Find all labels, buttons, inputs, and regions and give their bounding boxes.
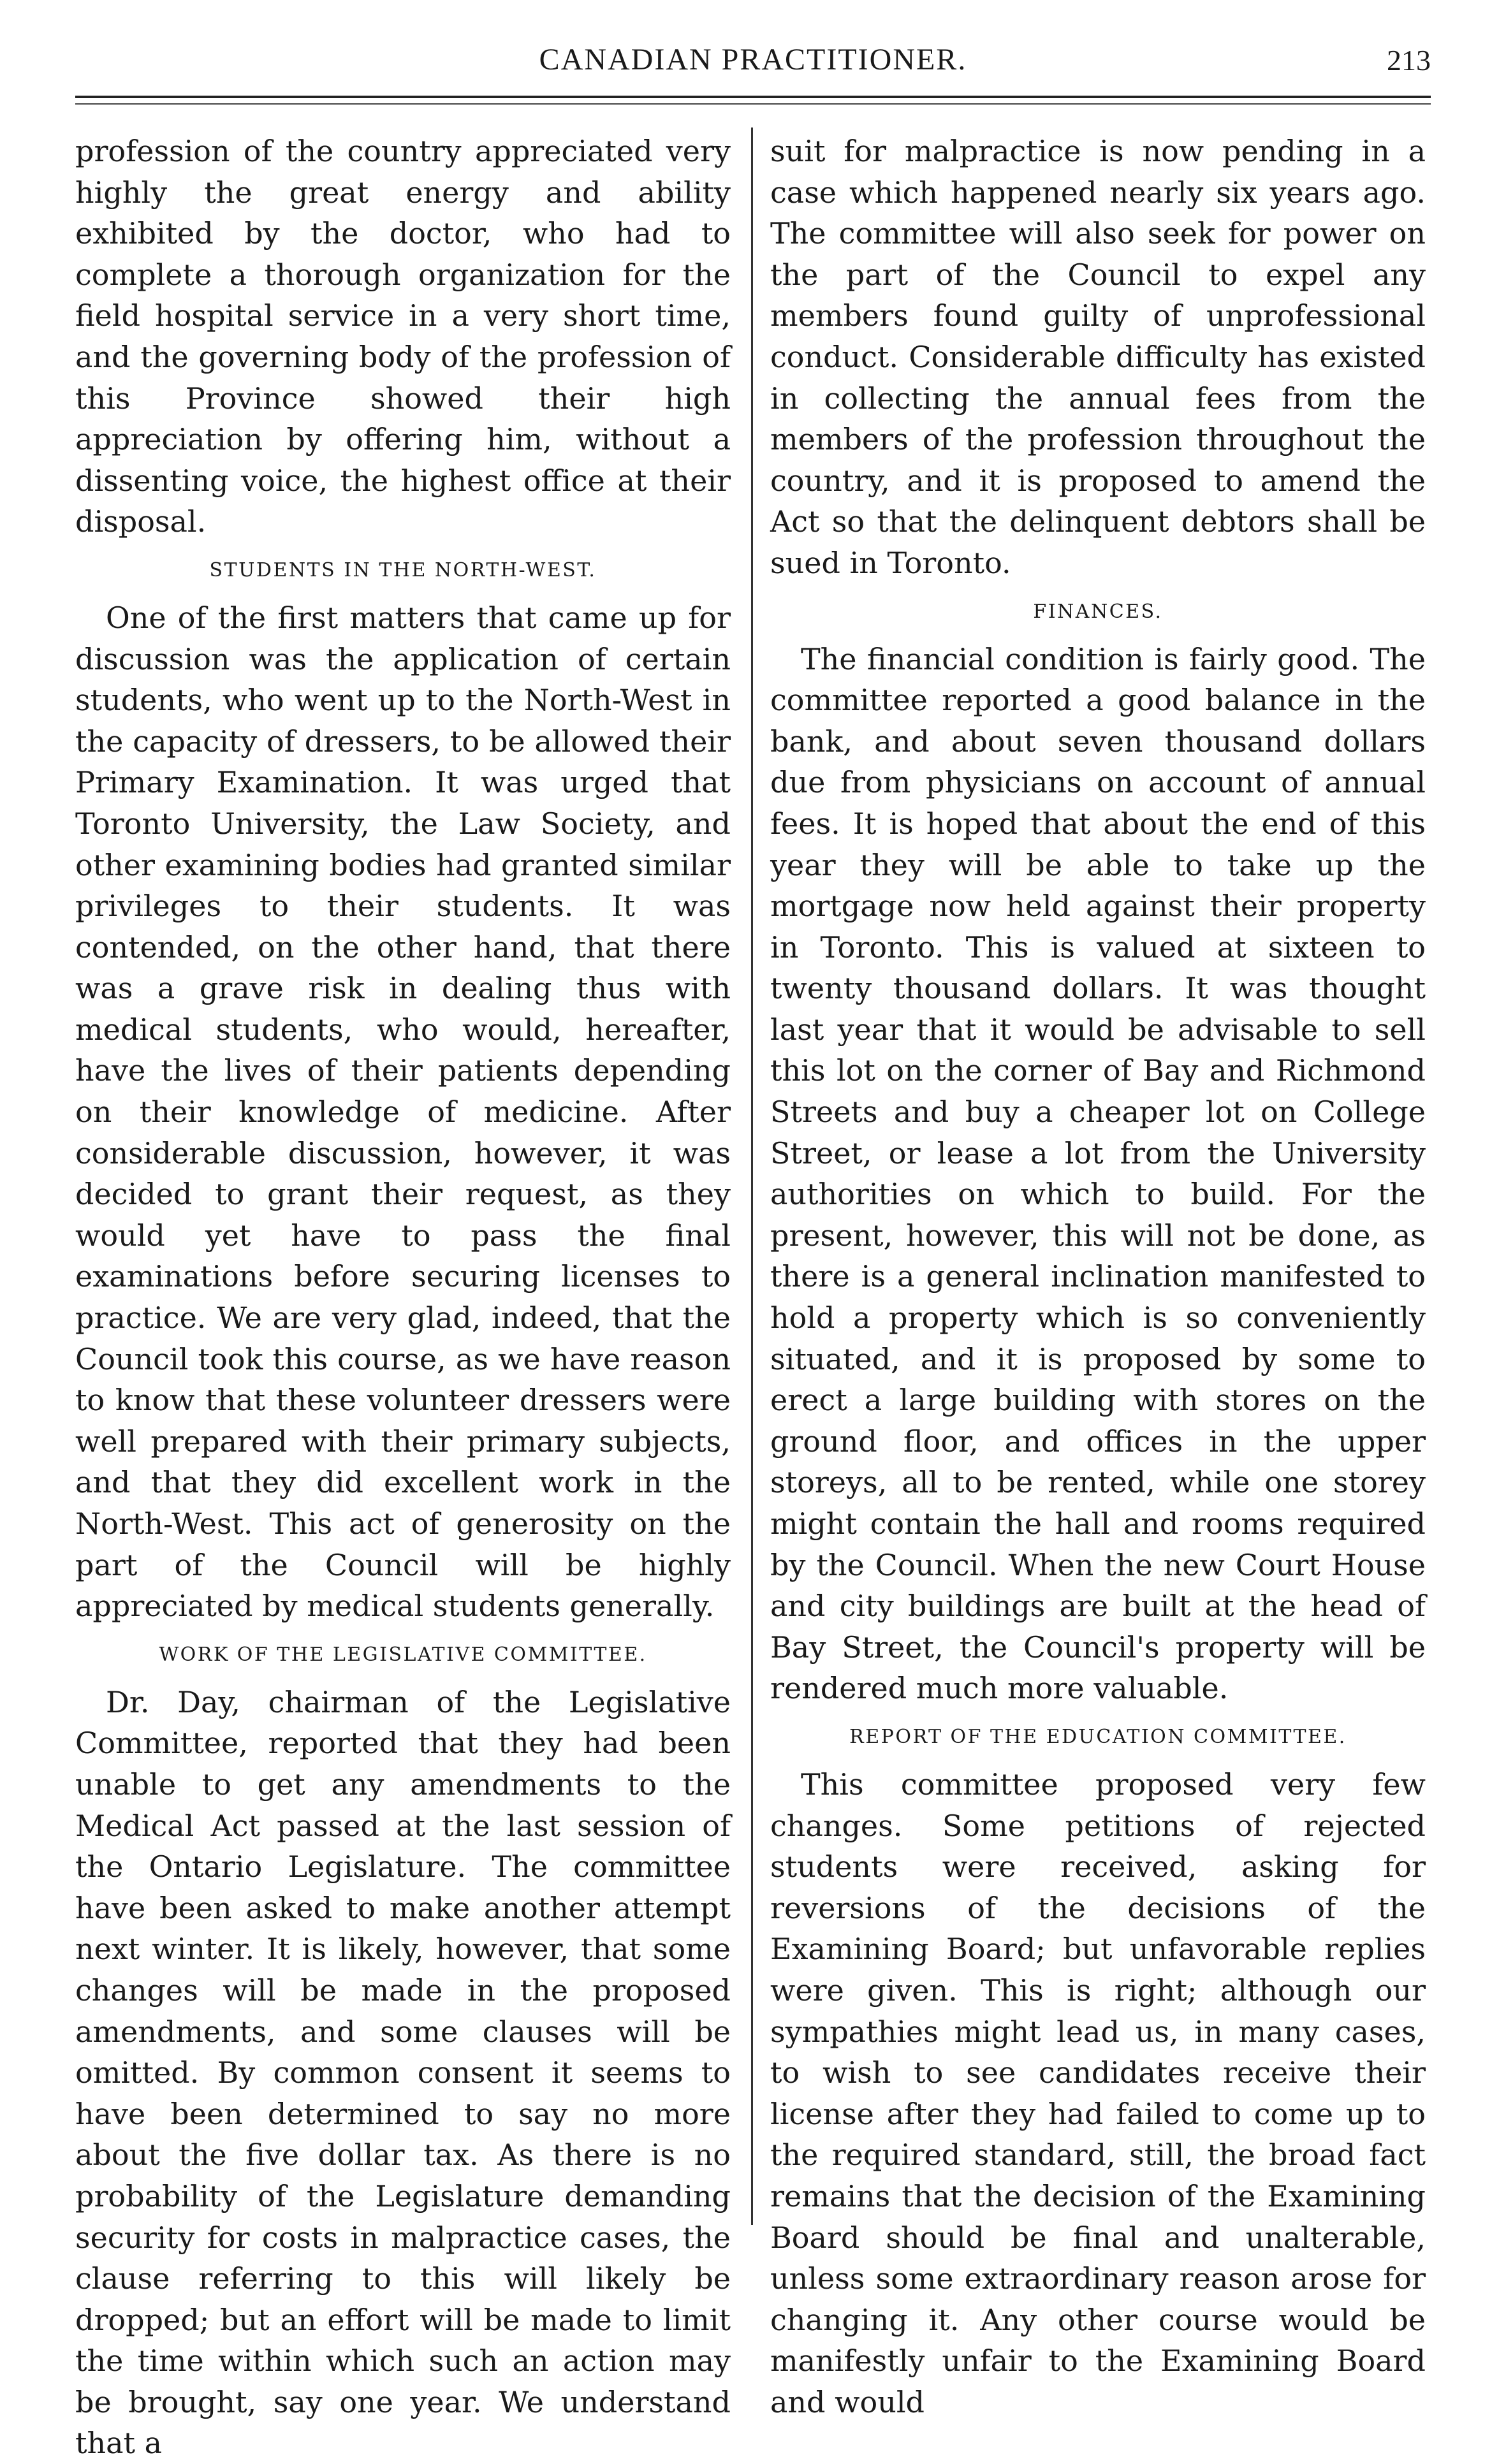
section-heading-students: STUDENTS IN THE NORTH-WEST. [209,558,597,581]
column-divider [751,128,753,2225]
journal-title: CANADIAN PRACTITIONER. [539,43,967,77]
right-column [770,131,1426,2419]
section-heading-finances: FINANCES. [1033,600,1163,623]
section-heading-legislative: WORK OF THE LEGISLATIVE COMMITTEE. [159,1643,647,1666]
right-paragraph-1: suit for malpractice is now pending in a case which happened nearly six years ago. The committee will also seek for power on the part of the Council to expel any members found guilty of unprofessional conduct. Considerable difficulty has existed in collecting the annual fees from the members of the profession throughout the country, and it is proposed to amend the Act so that the delinquent debtors shall be sued in Toronto. [770,134,1426,580]
left-paragraph-1: profession of the country appreciated very highly the great energy and ability exhibited by the doctor, who had to complete a thorough organization for the field hospital service in a very short time, and the governing body of the profession of this Province showed their high appreciation by offering him, without a dissenting voice, the highest office at their disposal. [75,134,731,539]
section-heading-education: REPORT OF THE EDUCATION COMMITTEE. [849,1725,1347,1748]
page-number: 213 [1387,44,1431,77]
left-paragraph-3: Dr. Day, chairman of the Legislative Committee, reported that they had been unable to get any amendments to the Medical Act passed at the last session of the Ontario Legislature. The committee have been asked to make another attempt next winter. It is likely, however, that some changes will be made in the proposed amendments, and some clauses will be omitted. By common consent it seems to have been determined to say no more about the five dollar tax. As there is no probability of the Legislature demanding security for costs in malpractice cases, the clause referring to this will likely be dropped; but an effort will be made to limit the time within which such an action may be brought, say one year. We understand that a [75,1684,731,2461]
left-column [75,131,731,2461]
header-rule [75,96,1431,98]
left-paragraph-2: One of the first matters that came up for discussion was the application of certain students, who went up to the North-West in the capacity of dressers, to be allowed their Primary Examination. It was urged that Toronto University, the Law Society, and other examining bodies had granted similar privileges to their students. It was contended, on the other hand, that there was a grave risk in dealing thus with medical students, who would, hereafter, have the lives of their patients depending on their knowledge of medicine. After considerable discussion, however, it was decided to grant their request, as they would yet have to pass the final examinations before securing licenses to practice. We are very glad, indeed, that the Council took this course, as we have reason to know that these volunteer dressers were well prepared with their primary subjects, and that they did excellent work in the North-West. This act of generosity on the part of the Council will be highly appreciated by medical students generally. [75,600,731,1624]
right-paragraph-3: This committee proposed very few changes. Some petitions of rejected students were received, asking for reversions of the decisions of the Examining Board; but unfavorable replies were given. This is right; although our sympathies might lead us, in many cases, to wish to see candidates receive their license after they had failed to come up to the required standard, still, the broad fact remains that the decision of the Examining Board should be final and unalterable, unless some extraordinary reason arose for changing it. Any other course would be manifestly unfair to the Examining Board and would [770,1767,1426,2419]
right-paragraph-2: The financial condition is fairly good. The committee reported a good balance in the bank, and about seven thousand dollars due from physicians on account of annual fees. It is hoped that about the end of this year they will be able to take up the mortgage now held against their property in Toronto. This is valued at sixteen to twenty thousand dollars. It was thought last year that it would be advisable to sell this lot on the corner of Bay and Richmond Streets and buy a cheaper lot on College Street, or lease a lot from the University authorities on which to build. For the present, however, this will not be done, as there is a general inclination manifested to hold a property which is so conveniently situated, and it is proposed by some to erect a large building with stores on the ground floor, and offices in the upper storeys, all to be rented, while one storey might contain the hall and rooms required by the Council. When the new Court House and city buildings are built at the head of Bay Street, the Council's property will be rendered much more valuable. [770,641,1426,1706]
running-head [75,37,1431,88]
header-rule-thin [75,103,1431,105]
